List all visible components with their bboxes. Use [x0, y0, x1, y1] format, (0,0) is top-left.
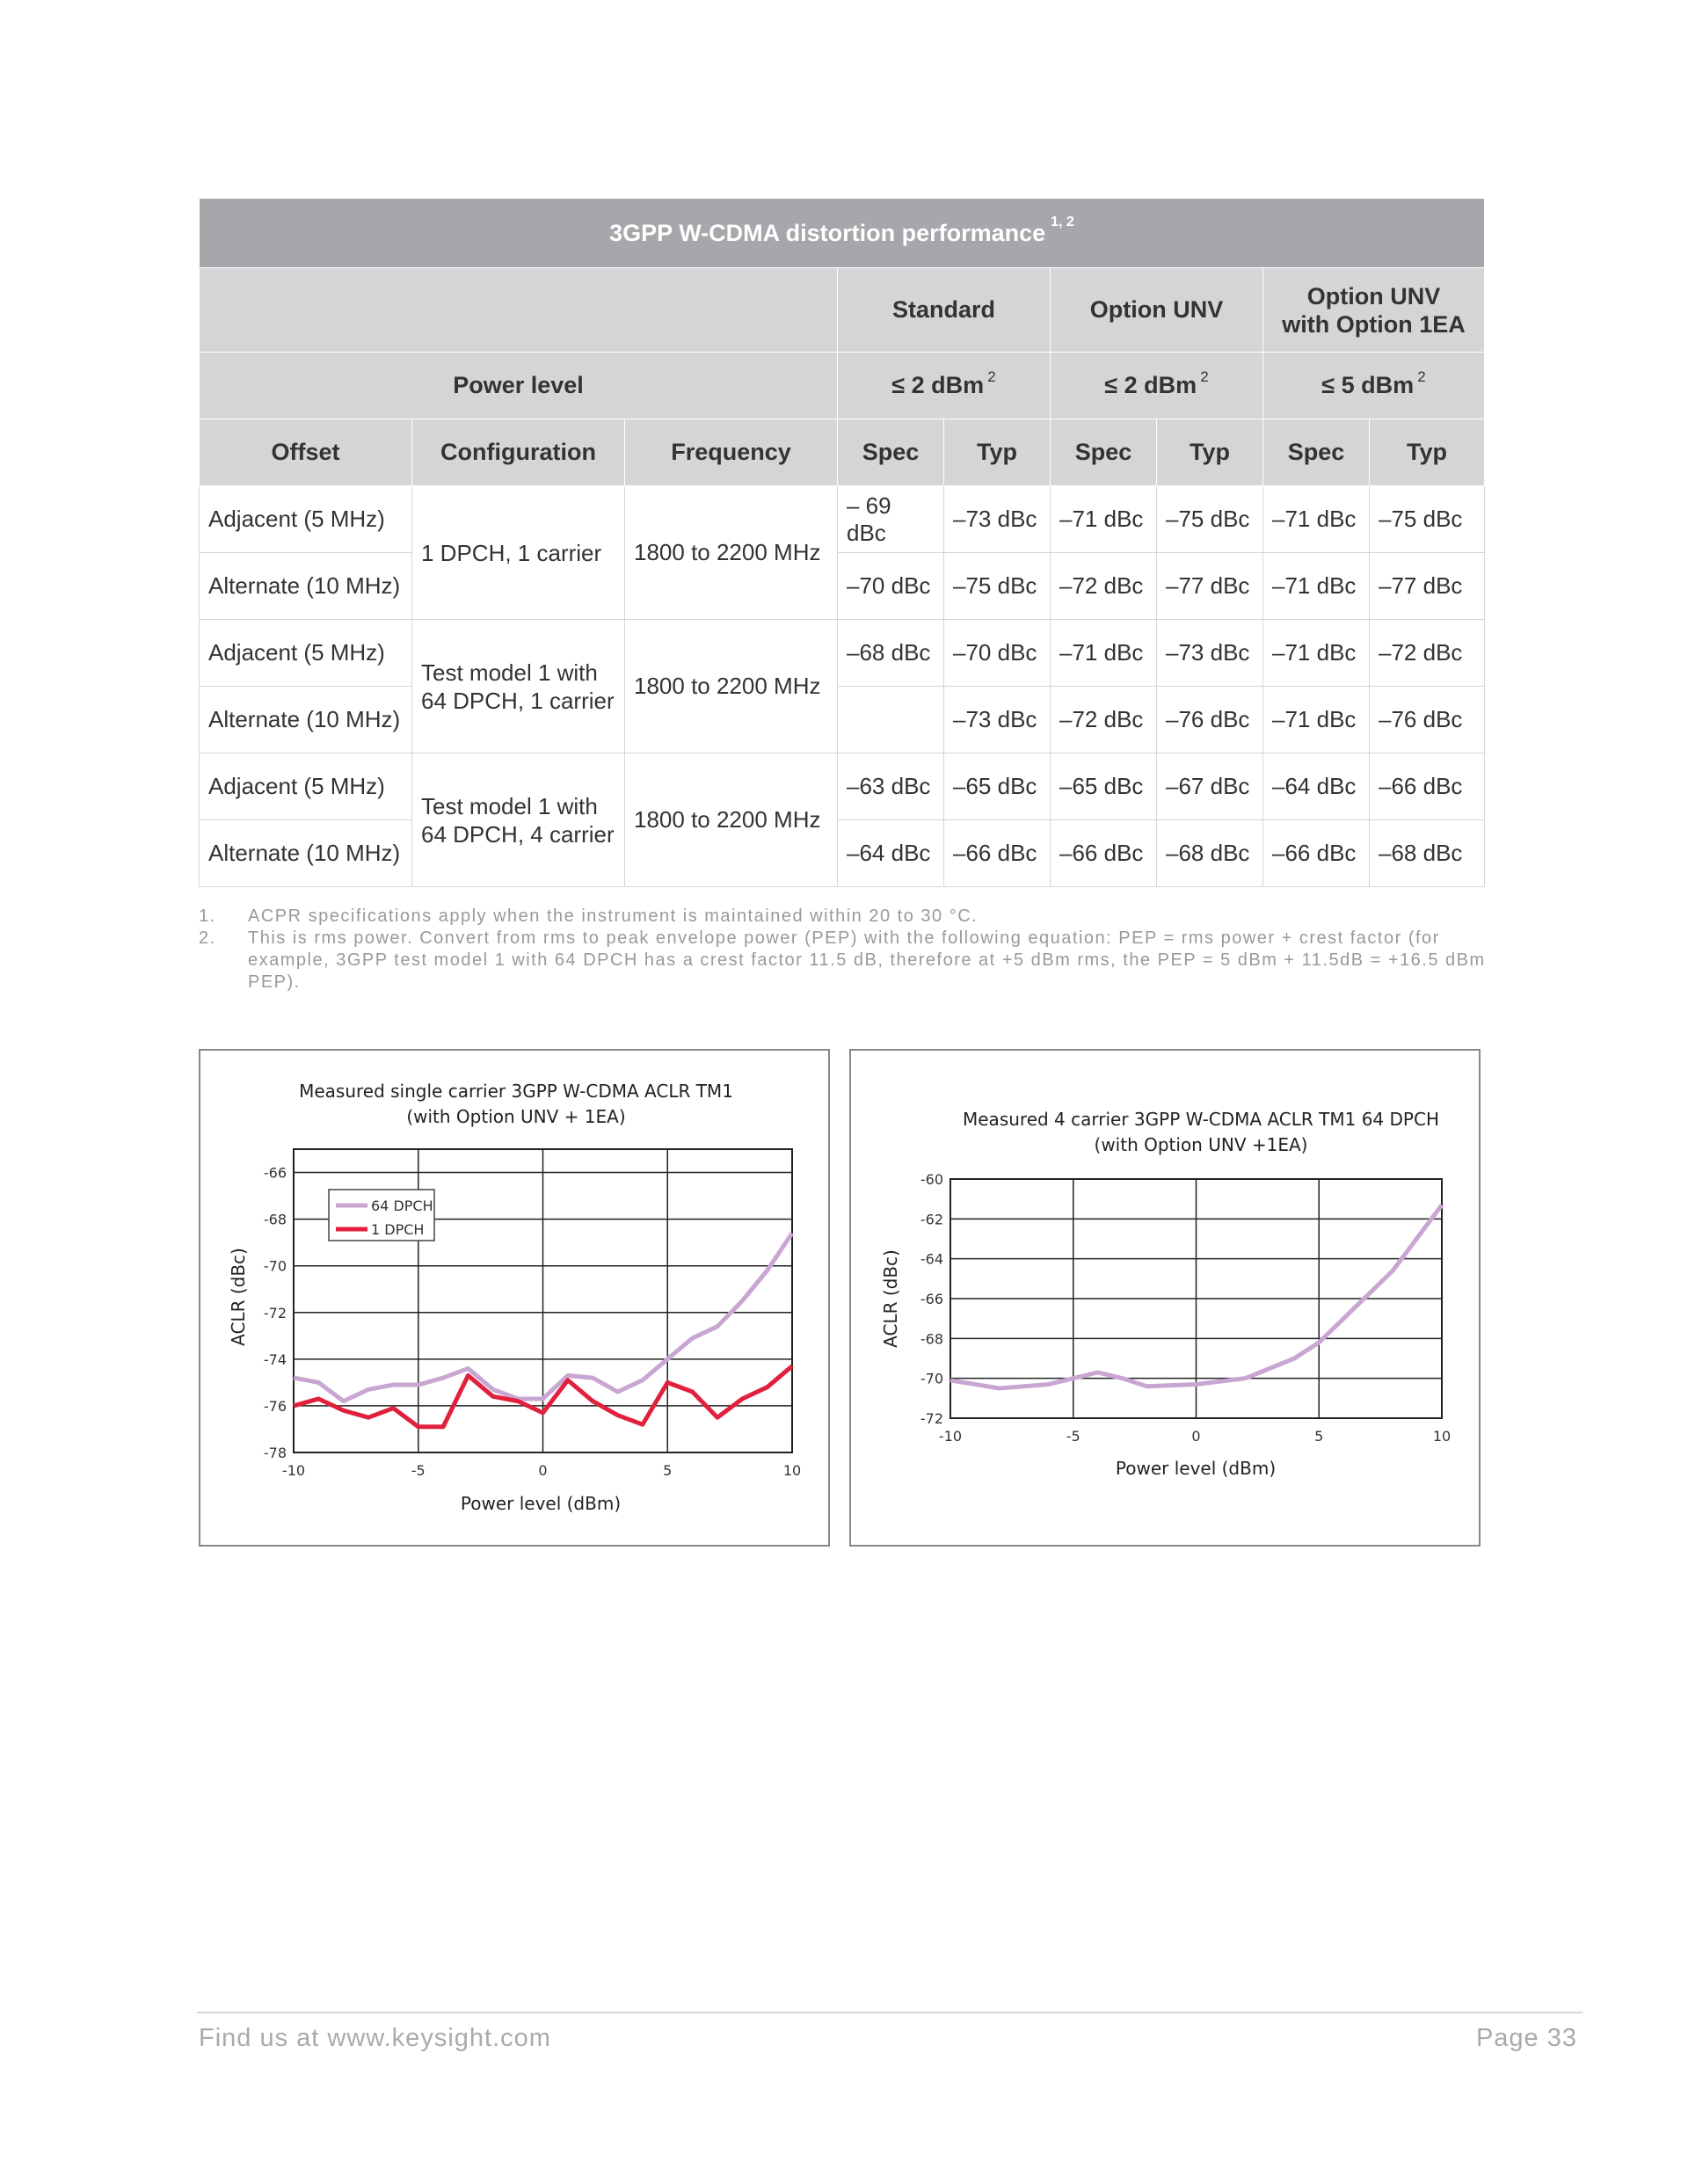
x-tick-label: -5 [411, 1462, 426, 1479]
spec-value [838, 687, 944, 753]
spec-value: –71 dBc [1051, 620, 1157, 687]
configuration-cell: Test model 1 with 64 DPCH, 1 carrier [412, 620, 625, 753]
x-tick-label: 10 [1432, 1428, 1452, 1445]
header-power-level: Power level [200, 353, 838, 419]
header-option-unv: Option UNV [1051, 268, 1263, 353]
footnotes [199, 906, 1500, 994]
y-axis-label: ACLR (dBc) [880, 1249, 901, 1348]
offset-cell: Alternate (10 MHz) [200, 820, 412, 887]
y-tick-label: -68 [263, 1211, 287, 1228]
legend-label: 1 DPCH [371, 1221, 425, 1238]
footnote: 2. This is rms power. Convert from rms to peak envelope power (PEP) with the following equation: PEP = rms power + crest factor (for example, 3GPP test model 1 with 64 DPCH has a crest factor 11.5 dB, therefore at +5 dBm rms, the PEP = 5 dBm + 11.5dB = +16.5 dBm PEP). [199, 928, 1486, 992]
typ-value: –77 dBc [1157, 553, 1263, 620]
chart-single-carrier [199, 1049, 830, 1547]
typ-value: –76 dBc [1157, 687, 1263, 753]
table-row [200, 620, 1485, 687]
distortion-table [199, 198, 1485, 887]
header-offset: Offset [200, 419, 412, 486]
header-configuration: Configuration [412, 419, 625, 486]
footer-divider [197, 2012, 1582, 2013]
power-level-standard: ≤ 2 dBm $^2$ [838, 353, 1051, 419]
x-tick-label: -10 [281, 1462, 306, 1479]
power-level-option-1ea: ≤ 5 dBm $^2$ [1263, 353, 1485, 419]
x-tick-label: 10 [782, 1462, 802, 1479]
y-tick-label: -62 [920, 1211, 943, 1228]
y-tick-label: -78 [263, 1445, 287, 1461]
spec-value: –71 dBc [1263, 687, 1370, 753]
offset-cell: Adjacent (5 MHz) [200, 753, 412, 820]
y-tick-label: -68 [920, 1330, 943, 1348]
spec-value: –71 dBc [1263, 620, 1370, 687]
typ-value: –66 dBc [1370, 753, 1485, 820]
page-number: Page 33 [1475, 2024, 1577, 2052]
header-typ: Typ [1370, 419, 1485, 486]
typ-value: –76 dBc [1370, 687, 1485, 753]
chart-subtitle: (with Option UNV +1EA) [1094, 1134, 1308, 1155]
typ-value: –73 dBc [1157, 620, 1263, 687]
spec-value: –70 dBc [838, 553, 944, 620]
y-tick-label: -70 [263, 1257, 287, 1275]
typ-value: –66 dBc [944, 820, 1051, 887]
y-tick-label: -70 [920, 1370, 943, 1387]
spec-value: –66 dBc [1263, 820, 1370, 887]
spec-value: –71 dBc [1051, 486, 1157, 553]
spec-value: –72 dBc [1051, 687, 1157, 753]
typ-value: –73 dBc [944, 486, 1051, 553]
header-frequency: Frequency [625, 419, 838, 486]
table-row [200, 687, 1485, 753]
x-tick-label: 0 [538, 1462, 548, 1479]
typ-value: –75 dBc [1370, 486, 1485, 553]
footer-website[interactable]: Find us at www.keysight.com [199, 2024, 551, 2052]
y-axis-label: ACLR (dBc) [228, 1248, 249, 1346]
typ-value: –77 dBc [1370, 553, 1485, 620]
legend-label: 64 DPCH [371, 1198, 433, 1214]
y-tick-label: -66 [920, 1291, 943, 1307]
x-tick-label: -10 [938, 1428, 963, 1445]
x-tick-label: 5 [1314, 1428, 1324, 1445]
spec-value: –63 dBc [838, 753, 944, 820]
typ-value: –67 dBc [1157, 753, 1263, 820]
offset-cell: Adjacent (5 MHz) [200, 486, 412, 553]
configuration-cell: 1 DPCH, 1 carrier [412, 486, 625, 620]
y-tick-label: -60 [920, 1171, 943, 1188]
spec-value: –72 dBc [1051, 553, 1157, 620]
spec-value: – 69 dBc [838, 486, 944, 553]
spec-value: –64 dBc [1263, 753, 1370, 820]
x-tick-label: -5 [1066, 1428, 1080, 1445]
table-body [200, 486, 1485, 887]
spec-value: –71 dBc [1263, 553, 1370, 620]
typ-value: –70 dBc [944, 620, 1051, 687]
table-title: 3GPP W-CDMA distortion performance $^{1, 2}$ [200, 199, 1485, 268]
y-tick-label: -72 [263, 1304, 287, 1321]
chart-subtitle: (with Option UNV + 1EA) [406, 1106, 626, 1127]
chart-four-carrier-svg [851, 1051, 1479, 1545]
chart-single-carrier-svg [200, 1051, 828, 1545]
header-spec: Spec [838, 419, 944, 486]
typ-value: –75 dBc [1157, 486, 1263, 553]
typ-value: –72 dBc [1370, 620, 1485, 687]
table-row [200, 753, 1485, 820]
frequency-cell: 1800 to 2200 MHz [625, 486, 838, 620]
spec-value: –71 dBc [1263, 486, 1370, 553]
y-tick-label: -76 [263, 1397, 287, 1415]
footnote: 1. ACPR specifications apply when the instrument is maintained within 20 to 30 °C. [199, 906, 979, 926]
header-typ: Typ [944, 419, 1051, 486]
header-standard: Standard [838, 268, 1051, 353]
chart-title: Measured 4 carrier 3GPP W-CDMA ACLR TM1 64 DPCH [963, 1109, 1439, 1130]
typ-value: –68 dBc [1157, 820, 1263, 887]
chart-legend [329, 1190, 434, 1241]
table-row [200, 820, 1485, 887]
spec-value: –68 dBc [838, 620, 944, 687]
header-spec: Spec [1263, 419, 1370, 486]
typ-value: –73 dBc [944, 687, 1051, 753]
offset-cell: Alternate (10 MHz) [200, 687, 412, 753]
configuration-cell: Test model 1 with 64 DPCH, 4 carrier [412, 753, 625, 887]
x-tick-label: 0 [1191, 1428, 1201, 1445]
y-tick-label: -72 [920, 1410, 943, 1427]
x-tick-label: 5 [663, 1462, 673, 1479]
frequency-cell: 1800 to 2200 MHz [625, 753, 838, 887]
spec-value: –66 dBc [1051, 820, 1157, 887]
header-option-unv-1ea: Option UNV with Option 1EA [1263, 268, 1485, 353]
typ-value: –65 dBc [944, 753, 1051, 820]
y-tick-label: -66 [263, 1164, 287, 1182]
header-spec: Spec [1051, 419, 1157, 486]
x-axis-label: Power level (dBm) [460, 1493, 622, 1514]
header-typ: Typ [1157, 419, 1263, 486]
typ-value: –68 dBc [1370, 820, 1485, 887]
chart-title: Measured single carrier 3GPP W-CDMA ACLR TM1 [299, 1081, 733, 1102]
y-tick-label: -64 [920, 1250, 943, 1268]
offset-cell: Adjacent (5 MHz) [200, 620, 412, 687]
spec-value: –65 dBc [1051, 753, 1157, 820]
table-row [200, 553, 1485, 620]
power-level-option-unv: ≤ 2 dBm $^2$ [1051, 353, 1263, 419]
header-blank [200, 268, 838, 353]
spec-value: –64 dBc [838, 820, 944, 887]
x-axis-label: Power level (dBm) [1115, 1458, 1277, 1479]
chart-four-carrier [849, 1049, 1481, 1547]
offset-cell: Alternate (10 MHz) [200, 553, 412, 620]
typ-value: –75 dBc [944, 553, 1051, 620]
y-tick-label: -74 [263, 1350, 287, 1368]
frequency-cell: 1800 to 2200 MHz [625, 620, 838, 753]
table-row [200, 486, 1485, 553]
